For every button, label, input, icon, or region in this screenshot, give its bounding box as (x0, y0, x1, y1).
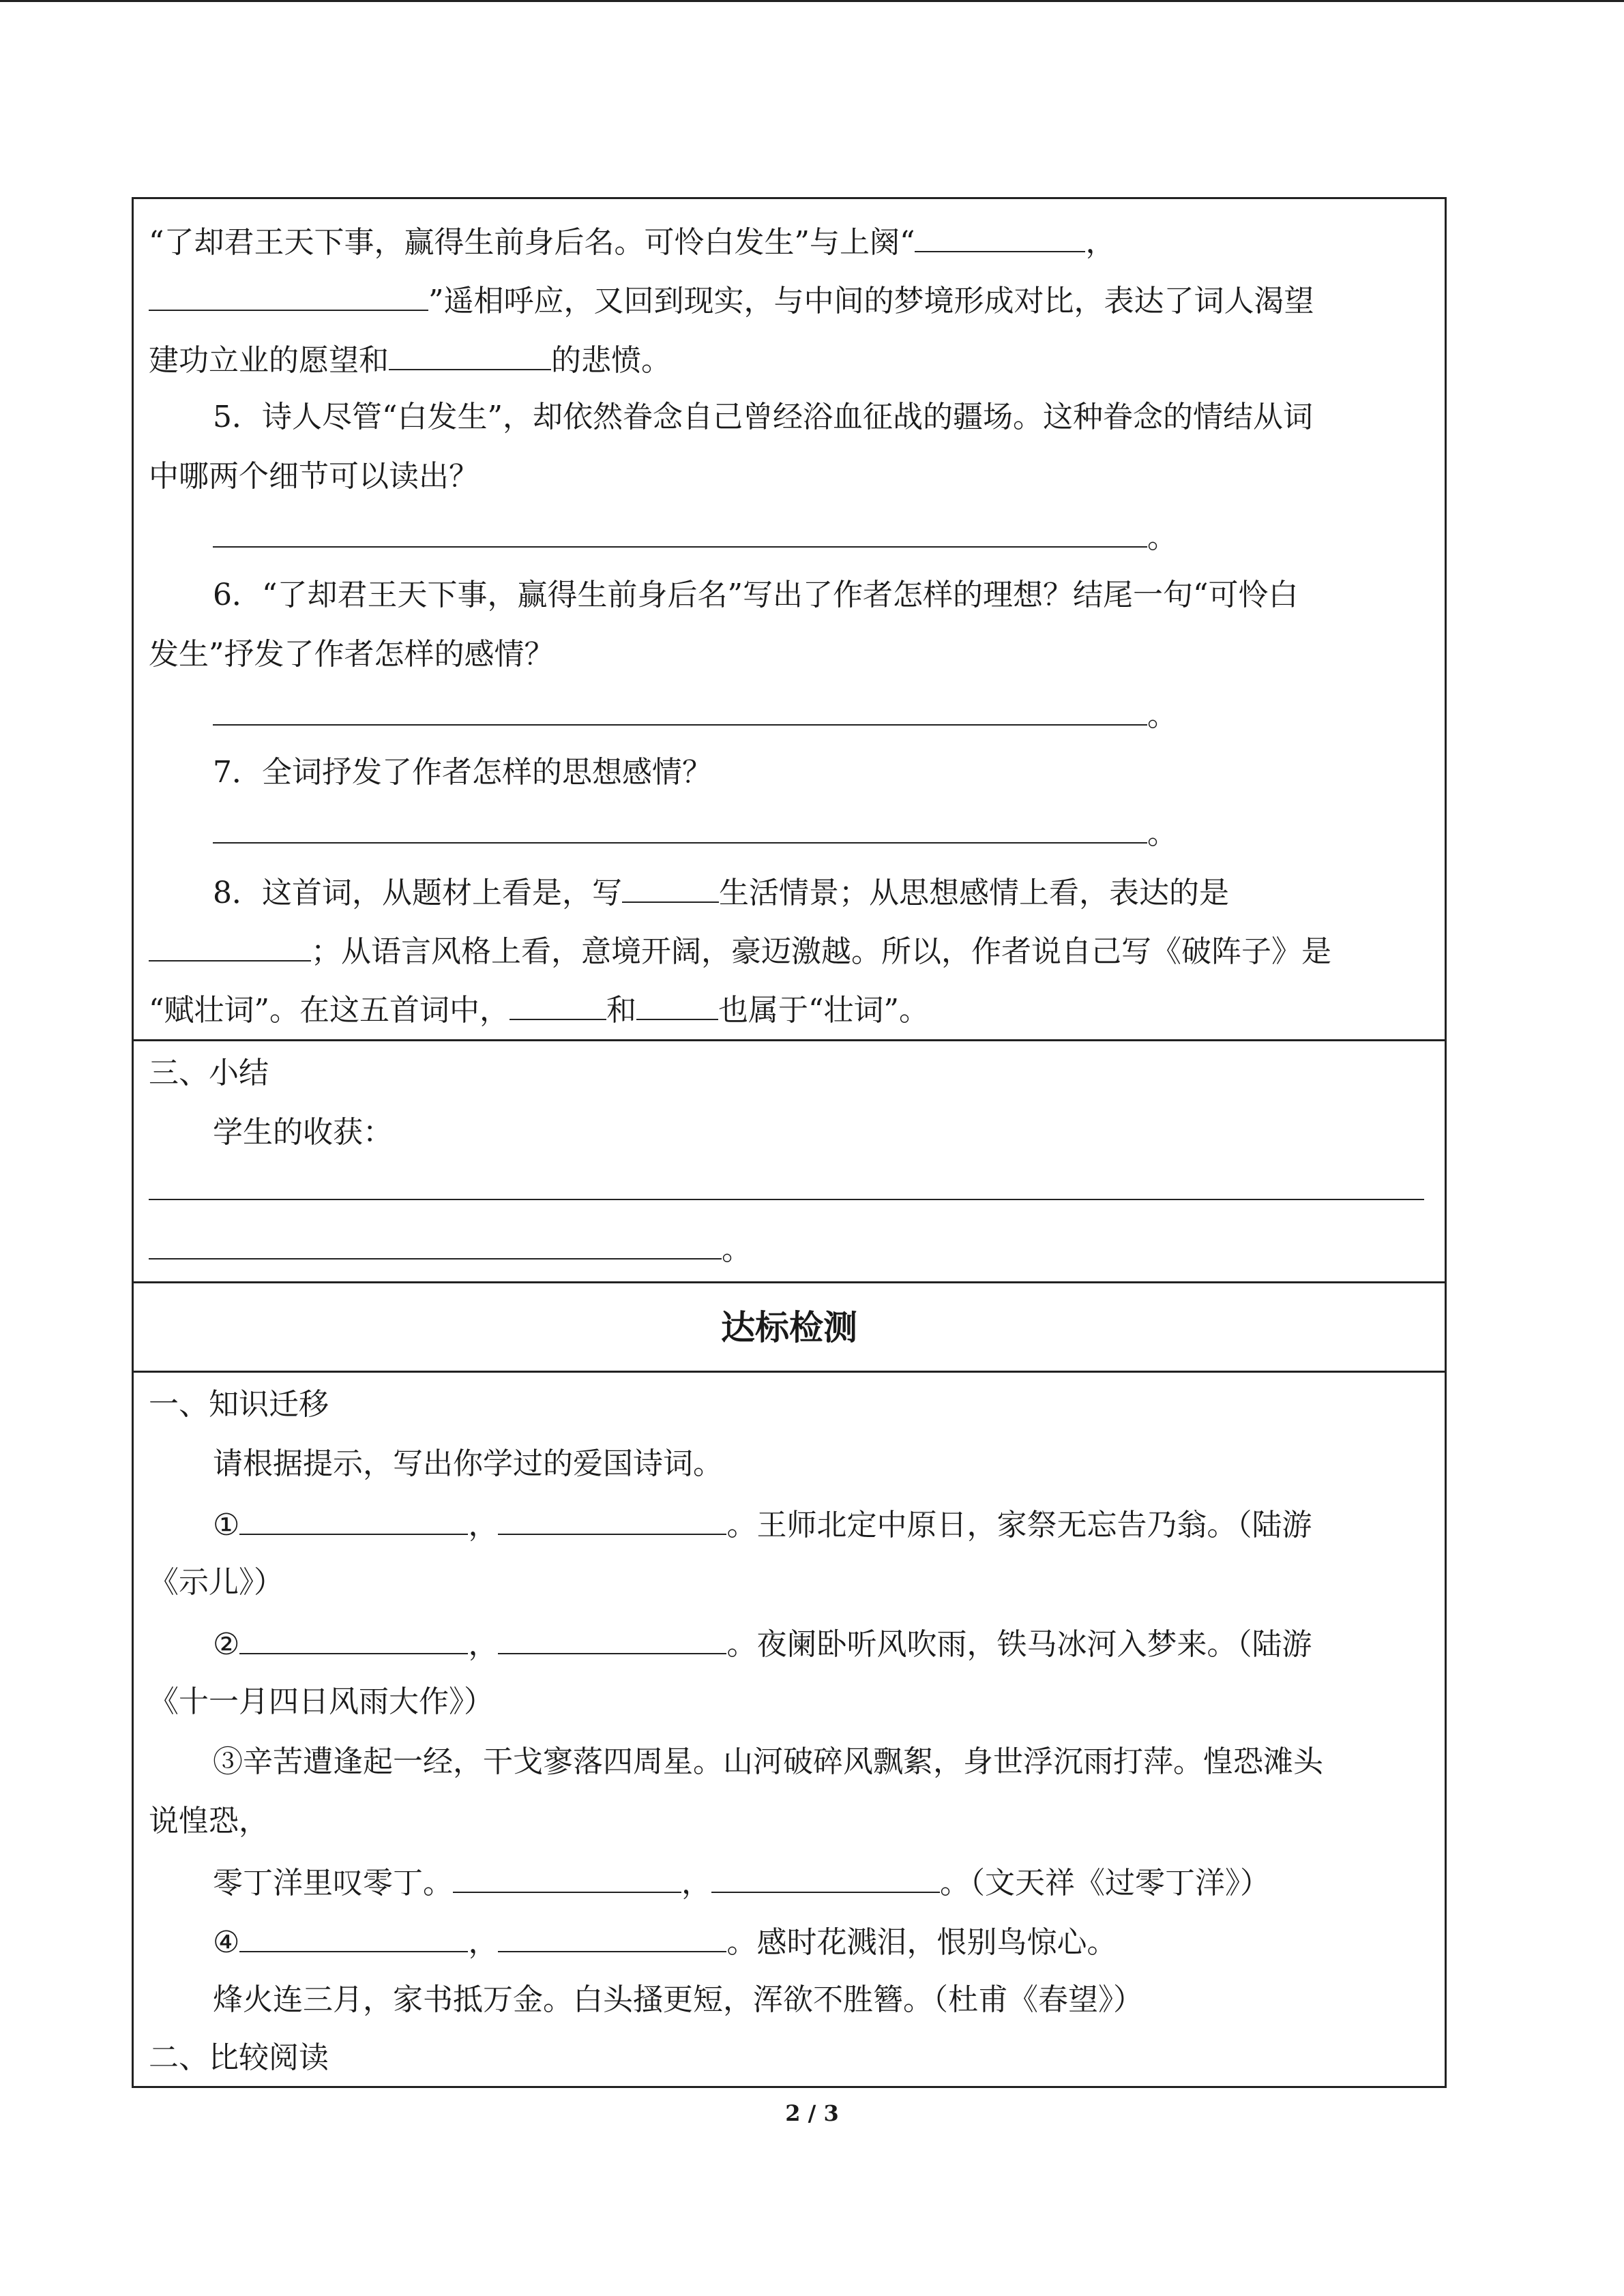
summary-section (134, 1041, 1445, 1283)
question-5: 5．诗人尽管“白发生”，却依然眷念自己曾经浴血征战的疆场。这种眷念的情结从词 (213, 400, 1313, 434)
question-6-cont: 发生”抒发了作者怎样的感情？ (149, 637, 555, 672)
knowledge-intro: 请根据提示，写出你学过的爱国诗词。 (213, 1446, 723, 1481)
punctuation: ， (1085, 225, 1116, 260)
test-title: 达标检测 (721, 1307, 857, 1347)
answer-blank[interactable] (239, 1921, 468, 1952)
poem-text: 。（文天祥《过零丁洋》） (940, 1866, 1270, 1900)
answer-blank[interactable] (498, 1921, 726, 1952)
answer-blank[interactable] (622, 871, 719, 903)
answer-line-q5 (213, 516, 1177, 558)
punctuation: 。 (1147, 816, 1177, 851)
punctuation: ， (681, 1866, 711, 1900)
poem-item-3-fill (213, 1862, 1270, 1903)
question-8-line-1 (213, 871, 1229, 913)
question-text: 的悲愤。 (551, 343, 671, 378)
exercise-section (134, 199, 1445, 1041)
question-text: 建功立业的愿望和 (149, 343, 389, 378)
question-8-line-3 (149, 989, 929, 1030)
punctuation: 。 (1147, 520, 1177, 555)
item-number: ① (213, 1508, 240, 1542)
poem-text: 。王师北定中原日，家祭无忘告乃翁。（陆游 (726, 1508, 1312, 1542)
page-top-rule (0, 0, 1624, 2)
question-text: “赋壮词”。在这五首词中， (149, 993, 510, 1028)
knowledge-section (134, 1373, 1445, 2086)
answer-blank[interactable] (239, 1623, 468, 1654)
answer-blank[interactable] (149, 1228, 722, 1259)
poem-text: 。感时花溅泪，恨别鸟惊心。 (726, 1925, 1117, 1960)
recall-question-line-2 (149, 280, 1314, 321)
punctuation: ， (468, 1508, 499, 1542)
answer-line-q6 (213, 694, 1177, 736)
poem-item-3-cont: 说惶恐， (149, 1804, 269, 1838)
summary-answer-line-2 (149, 1228, 752, 1270)
poem-item-2 (213, 1623, 1312, 1665)
question-6: 6．“了却君王天下事，赢得生前身后名”写出了作者怎样的理想？结尾一句“可怜白 (213, 578, 1299, 612)
recall-question-line-1 (149, 221, 1115, 263)
answer-blank[interactable] (213, 694, 1147, 726)
question-7: 7．全词抒发了作者怎样的思想感情？ (213, 755, 712, 790)
worksheet-table (132, 197, 1447, 2088)
poem-item-1 (213, 1504, 1312, 1545)
answer-blank[interactable] (149, 1169, 1424, 1200)
poem-item-3: ③辛苦遭逢起一经，干戈寥落四周星。山河破碎风飘絮，身世浮沉雨打萍。惶恐滩头 (213, 1744, 1323, 1779)
summary-prompt: 学生的收获： (213, 1115, 393, 1150)
summary-heading: 三、小结 (149, 1056, 269, 1090)
punctuation: 。 (1147, 698, 1177, 733)
poem-text: 零丁洋里叹零丁。 (213, 1866, 453, 1900)
answer-blank[interactable] (149, 930, 311, 961)
answer-blank[interactable] (239, 1504, 468, 1535)
item-number: ④ (213, 1925, 240, 1960)
question-text: 生活情景；从思想感情上看，表达的是 (719, 876, 1229, 910)
item-number: ② (213, 1627, 240, 1662)
question-5-cont: 中哪两个细节可以读出？ (149, 459, 479, 494)
punctuation: ， (468, 1627, 499, 1662)
question-8-line-2 (149, 930, 1331, 972)
recall-question-line-3 (149, 339, 671, 381)
page-number: 2 / 3 (785, 2100, 839, 2126)
answer-blank[interactable] (711, 1862, 940, 1893)
question-text: “了却君王天下事，赢得生前身后名。可怜白发生”与上阕“ (149, 225, 915, 260)
answer-blank[interactable] (510, 989, 606, 1020)
comparative-reading-heading: 二、比较阅读 (149, 2040, 329, 2075)
answer-blank[interactable] (498, 1623, 726, 1654)
answer-blank[interactable] (213, 516, 1147, 548)
poem-item-4 (213, 1921, 1117, 1963)
answer-blank[interactable] (453, 1862, 681, 1893)
answer-blank[interactable] (636, 989, 718, 1020)
knowledge-heading: 一、知识迁移 (149, 1387, 329, 1422)
poem-item-2-source: 《十一月四日风雨大作》） (149, 1684, 494, 1719)
poem-item-1-source: 《示儿》） (149, 1565, 284, 1600)
test-title-row (134, 1283, 1445, 1373)
question-text: ”遥相呼应，又回到现实，与中间的梦境形成对比，表达了词人渴望 (428, 284, 1314, 318)
punctuation: ， (468, 1925, 499, 1960)
question-text: 8．这首词，从题材上看是，写 (213, 876, 622, 910)
answer-blank[interactable] (389, 339, 551, 370)
answer-blank[interactable] (213, 812, 1147, 844)
punctuation: 。 (722, 1232, 752, 1267)
answer-blank[interactable] (149, 280, 428, 311)
answer-blank[interactable] (915, 221, 1085, 252)
question-text: 也属于“壮词”。 (718, 993, 929, 1028)
poem-text: 。夜阑卧听风吹雨，铁马冰河入梦来。（陆游 (726, 1627, 1312, 1662)
answer-line-q7 (213, 812, 1177, 854)
question-text: 和 (606, 993, 636, 1028)
poem-item-4-cont: 烽火连三月，家书抵万金。白头搔更短，浑欲不胜簪。（杜甫《春望》） (213, 1982, 1143, 2017)
question-text: ；从语言风格上看，意境开阔，豪迈激越。所以，作者说自己写《破阵子》是 (311, 934, 1331, 969)
summary-answer-line-1 (149, 1169, 1424, 1210)
answer-blank[interactable] (498, 1504, 726, 1535)
